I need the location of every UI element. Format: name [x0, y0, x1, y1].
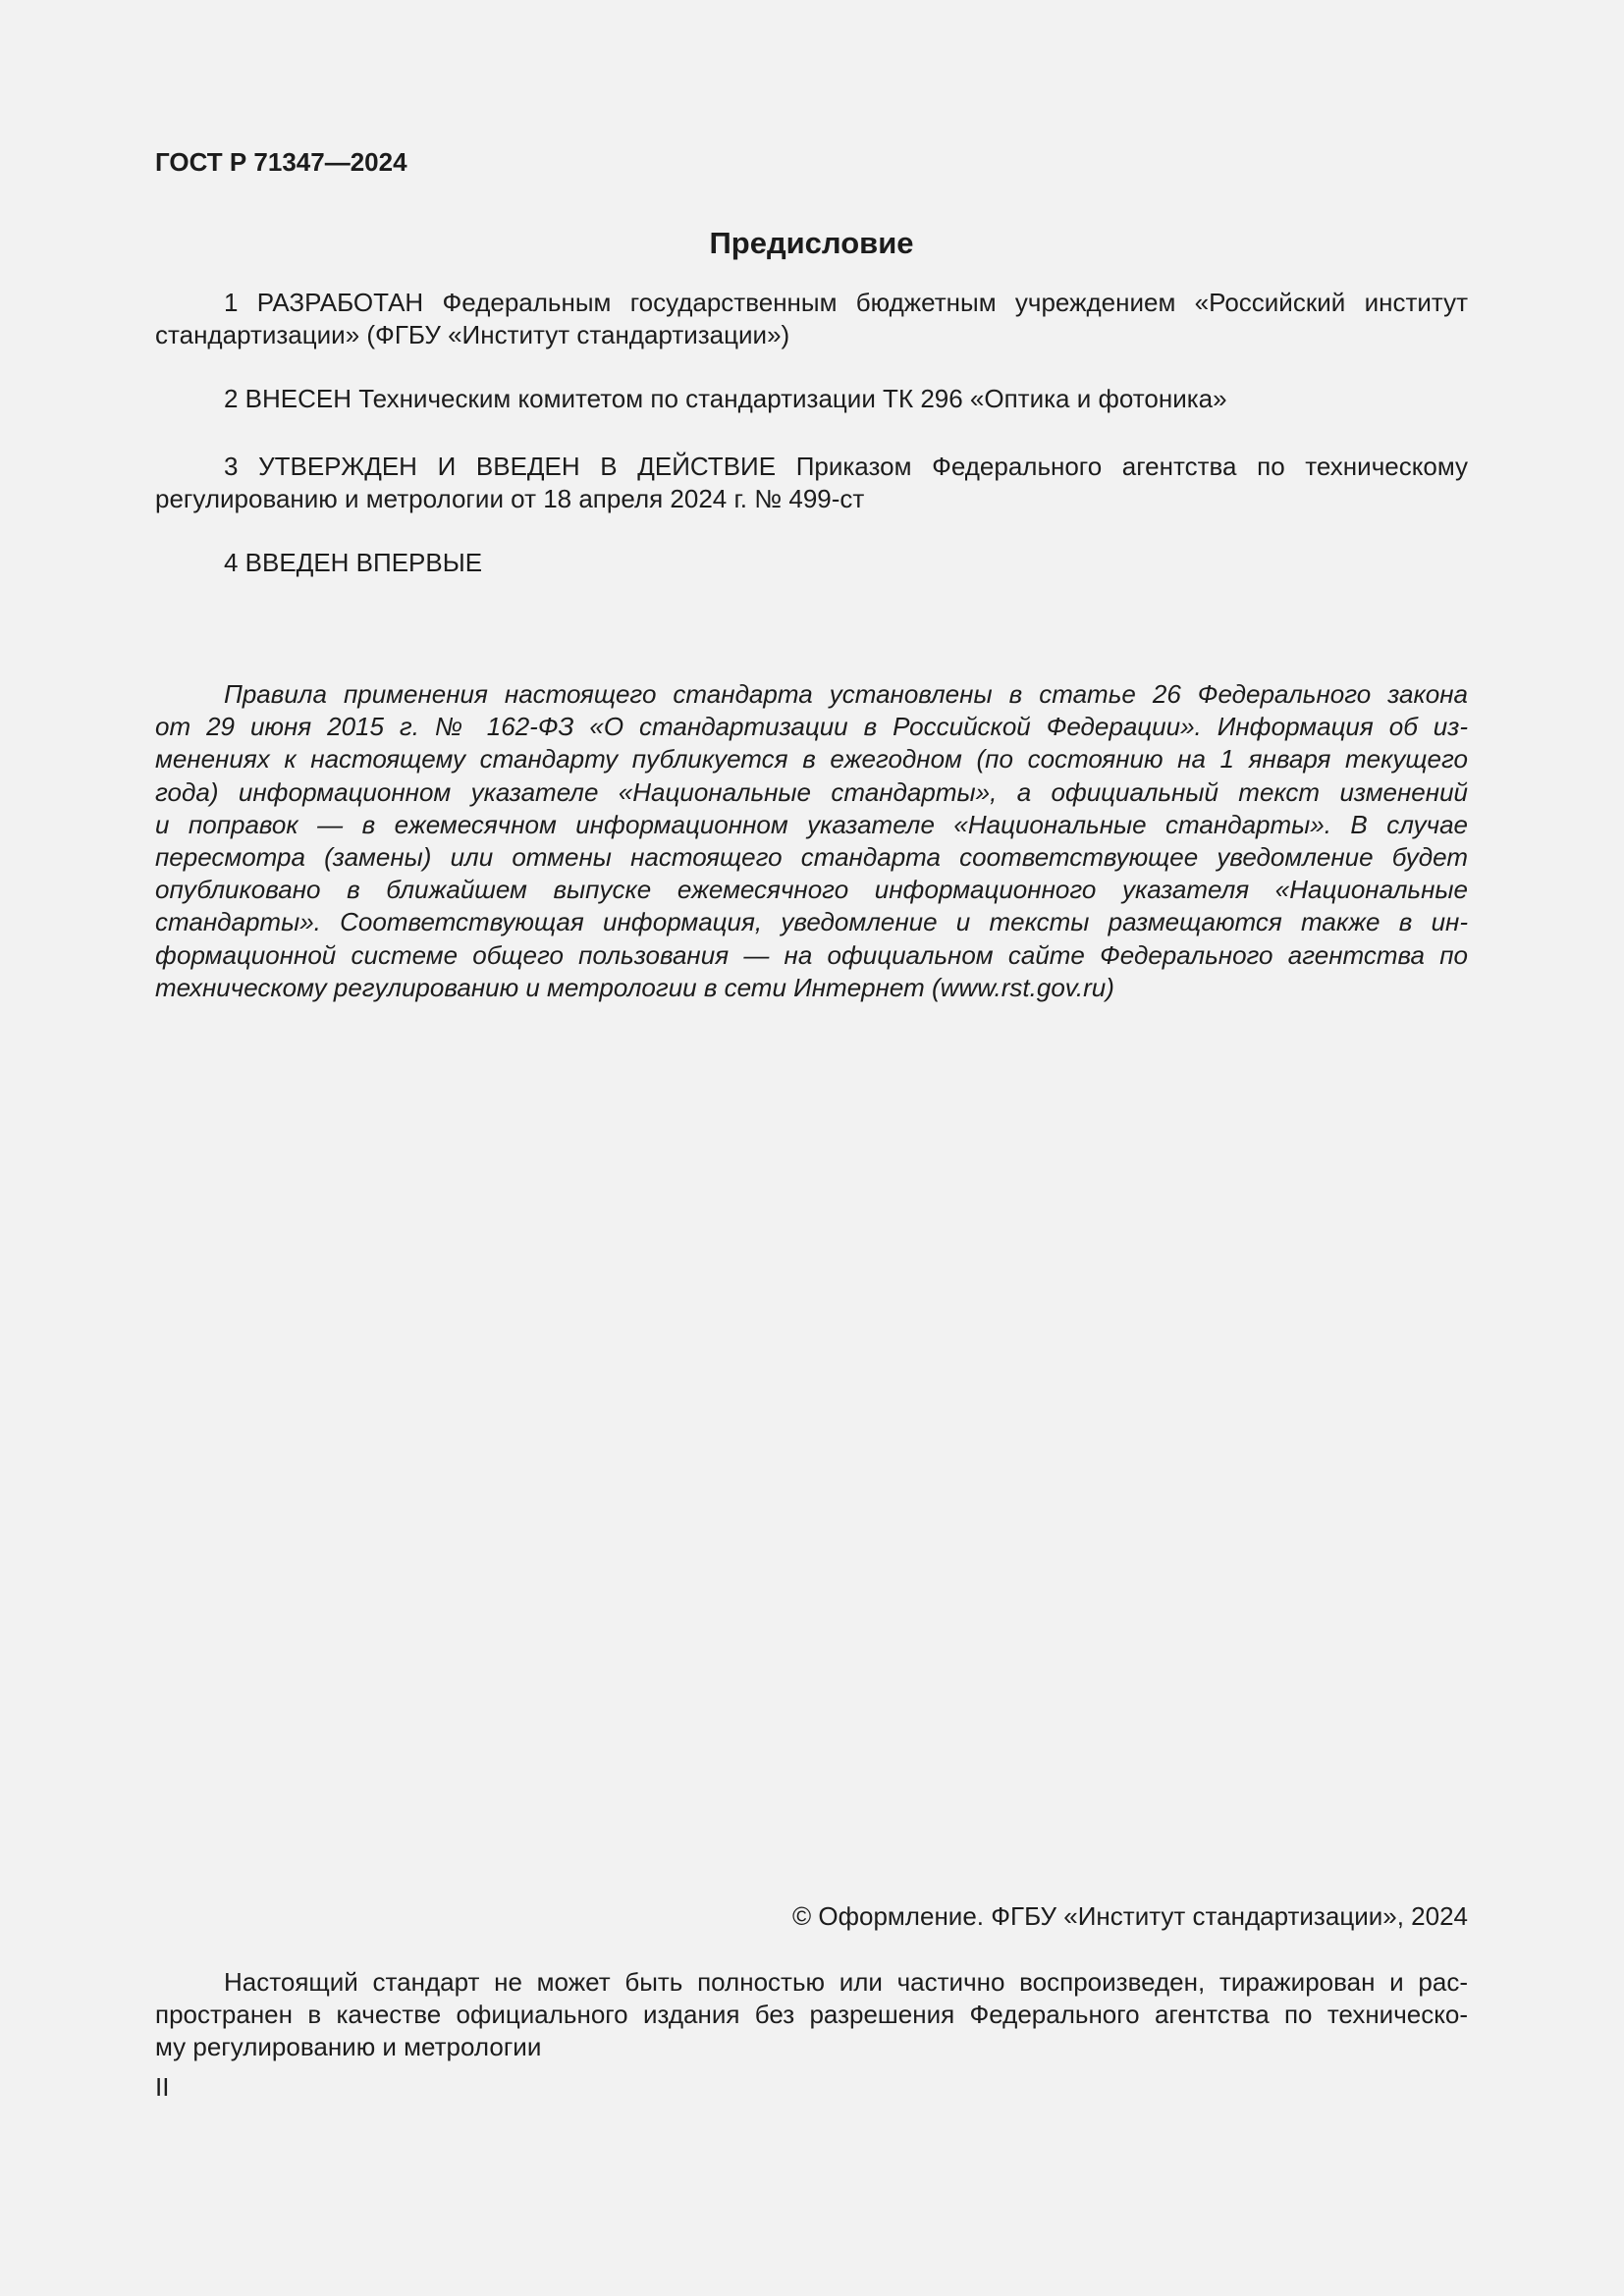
notice-line: му регулированию и метрологии	[155, 2032, 542, 2062]
paragraph-line: менениях к настоящему стандарту публикуется в ежегодном (по состоянию на 1 января текущего	[155, 744, 1468, 774]
foreword-item-4	[155, 547, 1468, 579]
item-line: 4 ВВЕДЕН ВПЕРВЫЕ	[224, 548, 483, 577]
document-code: ГОСТ Р 71347—2024	[155, 147, 407, 177]
paragraph-line: от 29 июня 2015 г. № 162-ФЗ «О стандартизации в Российской Федерации». Информация об из-	[155, 712, 1468, 742]
notice-line: Настоящий стандарт не может быть полностью или частично воспроизведен, тиражирован и рас-	[224, 1967, 1468, 1997]
foreword-item-1	[155, 287, 1468, 351]
copyright-notice: © Оформление. ФГБУ «Институт стандартизации», 2024	[792, 1901, 1468, 1931]
paragraph-line: формационной системе общего пользования — на официальном сайте Федерального агентства по	[155, 939, 1468, 970]
paragraph-line: Правила применения настоящего стандарта установлены в статье 26 Федерального закона	[224, 679, 1468, 709]
page-title: Предисловие	[709, 226, 914, 260]
notice-line: пространен в качестве официального издания без разрешения Федерального агентства по техническо-	[155, 2000, 1468, 2030]
paragraph-line: года) информационном указателе «Национальные стандарты», а официальный текст изменений	[155, 776, 1468, 807]
paragraph-line: и поправок — в ежемесячном информационном указателе «Национальные стандарты». В случае	[155, 809, 1468, 839]
paragraph-line: пересмотра (замены) или отмены настоящего стандарта соответствующее уведомление будет	[155, 841, 1468, 872]
item-line: 1 РАЗРАБОТАН Федеральным государственным бюджетным учреждением «Российский институт	[224, 288, 1468, 317]
item-line: 3 УТВЕРЖДЕН И ВВЕДЕН В ДЕЙСТВИЕ Приказом Федерального агентства по техническому	[224, 452, 1468, 481]
item-line: 2 ВНЕСЕН Техническим комитетом по стандартизации ТК 296 «Оптика и фотоника»	[224, 384, 1227, 413]
paragraph-line: техническому регулированию и метрологии в сети Интернет (www.rst.gov.ru)	[155, 972, 1114, 1002]
rules-paragraph	[155, 678, 1468, 1004]
reproduction-notice	[155, 1966, 1468, 2064]
page-number: II	[155, 2072, 170, 2102]
foreword-item-3	[155, 451, 1468, 515]
item-line: регулированию и метрологии от 18 апреля 2024 г. № 499-ст	[155, 484, 865, 514]
paragraph-line: стандарты». Соответствующая информация, уведомление и тексты размещаются также в ин-	[155, 907, 1468, 937]
item-line: стандартизации» (ФГБУ «Институт стандартизации»)	[155, 320, 790, 350]
paragraph-line: опубликовано в ближайшем выпуске ежемесячного информационного указателя «Национальные	[155, 875, 1468, 905]
foreword-item-2	[155, 383, 1468, 415]
